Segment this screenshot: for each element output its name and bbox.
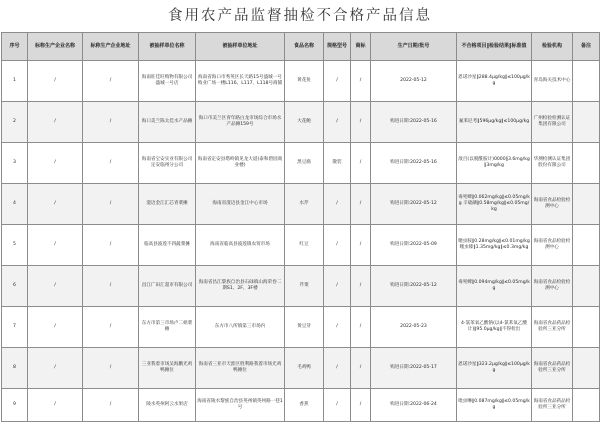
manufacturer-address-cell: / [83, 143, 139, 184]
row-number-cell: 4 [2, 184, 28, 225]
sampled-unit-address-cell: 海南省定安县塔岭镇见龙大道(泰和碧园商业楼) [196, 143, 285, 184]
column-header: 被抽样单位名称 [139, 33, 196, 61]
row-number-cell: 9 [2, 389, 28, 422]
row-number-cell: 7 [2, 307, 28, 348]
failed-item-result-cell: 恩诺沙星‖288.4μg/kg‖≤100μg/kg [457, 61, 532, 102]
food-name-cell: 大花鲍 [285, 102, 324, 143]
spec-cell: / [324, 307, 351, 348]
remarks-cell [573, 307, 600, 348]
column-header: 标称生产企业地址 [83, 33, 139, 61]
production-date-cell: 购进日期:2022-06-24 [371, 389, 457, 422]
production-date-cell: 购进日期:2022-05-09 [371, 225, 457, 266]
column-header: 食品名称 [285, 33, 324, 61]
row-number-cell: 5 [2, 225, 28, 266]
row-number-cell: 3 [2, 143, 28, 184]
column-header: 规格型号 [324, 33, 351, 61]
remarks-cell [573, 389, 600, 422]
failed-item-result-cell: 噻虫胺‖0.28mg/kg‖≤0.01mg/kg 噻虫嗪‖1.35mg/kg‖≤0.3mg/kg [457, 225, 532, 266]
sampled-unit-address-cell: 海南省陵水黎族自治县英州镇英州路一巷1号 [196, 389, 285, 422]
sampled-unit-address-cell: 海南省临高县波莲镇农贸市场 [196, 225, 285, 266]
food-name-cell: 香蕉 [285, 389, 324, 422]
table-row [2, 184, 600, 225]
table-row [2, 61, 600, 102]
failed-item-result-cell: 恩诺沙星‖323.2μg/kg‖≤100μg/kg [457, 348, 532, 389]
brand-cell: / [351, 143, 371, 184]
manufacturer-name-cell: / [28, 102, 83, 143]
row-number-cell: 1 [2, 61, 28, 102]
testing-lab-cell: 海南省食品检验检测中心 [532, 184, 573, 225]
manufacturer-address-cell: / [83, 389, 139, 422]
brand-cell: / [351, 307, 371, 348]
manufacturer-address-cell: / [83, 225, 139, 266]
sampled-unit-address-cell: 海南省海口市秀英区长天路15号盛城一号购业广场一楼L116、L117、L118号商铺 [196, 61, 285, 102]
failed-item-result-cell: 吡虫啉‖0.087mg/kg‖≤0.05mg/kg [457, 389, 532, 422]
manufacturer-address-cell: / [83, 102, 139, 143]
production-date-cell: 2022-05-23 [371, 307, 457, 348]
row-number-cell: 8 [2, 348, 28, 389]
table-row [2, 102, 600, 143]
testing-lab-cell: 青岛海关技术中心 [532, 61, 573, 102]
production-date-cell: 购进日期:2022-05-17 [371, 348, 457, 389]
spec-cell: / [324, 225, 351, 266]
sampled-unit-name-cell: 陵水英州阿云水果店 [139, 389, 196, 422]
brand-cell: / [351, 266, 371, 307]
column-header: 标称生产企业名称 [28, 33, 83, 61]
manufacturer-name-cell: / [28, 307, 83, 348]
testing-lab-cell: 华测检测认证集团股份有限公司 [532, 143, 573, 184]
table-row [2, 348, 600, 389]
spec-cell: / [324, 348, 351, 389]
spec-cell: / [324, 266, 351, 307]
sampled-unit-name-cell: 澄迈金江汇芯青菜摊 [139, 184, 196, 225]
food-name-cell: 黄豆芽 [285, 307, 324, 348]
manufacturer-address-cell: / [83, 184, 139, 225]
column-header: 备注 [573, 33, 600, 61]
failed-item-result-cell: 4-氯苯氧乙酸钠(以4-氯苯氧乙酸计)‖95.0μg/kg‖不得检出 [457, 307, 532, 348]
production-date-cell: 购进日期:2022-05-16 [371, 102, 457, 143]
spec-cell: / [324, 61, 351, 102]
remarks-cell [573, 61, 600, 102]
column-header: 不合格项目‖检验结果‖标准值 [457, 33, 532, 61]
food-name-cell: 黄花鱼 [285, 61, 324, 102]
brand-cell: / [351, 184, 371, 225]
testing-lab-cell: 海南省食品药品检验所三亚分所 [532, 389, 573, 422]
sampled-unit-address-cell: 海南省三亚市天涯区胜利路我着市场光鸡鸭摊位 [196, 348, 285, 389]
food-name-cell: 黑豆腐 [285, 143, 324, 184]
table-row [2, 307, 600, 348]
brand-cell: / [351, 225, 371, 266]
results-table [1, 32, 600, 422]
remarks-cell [573, 225, 600, 266]
column-header: 被抽样单位地址 [196, 33, 285, 61]
manufacturer-address-cell: / [83, 266, 139, 307]
testing-lab-cell: 海南省食品检验检测中心 [532, 225, 573, 266]
column-header: 序号 [2, 33, 28, 61]
food-name-cell: 水芹 [285, 184, 324, 225]
remarks-cell [573, 348, 600, 389]
spec-cell: 散装 [324, 143, 351, 184]
row-number-cell: 2 [2, 102, 28, 143]
manufacturer-name-cell: / [28, 348, 83, 389]
table-header [2, 33, 600, 61]
brand-cell: / [351, 61, 371, 102]
table-row [2, 143, 600, 184]
manufacturer-name-cell: / [28, 184, 83, 225]
sampled-unit-name-cell: 海南省宝安实业有限公司定安临州分公司 [139, 143, 196, 184]
column-header: 生产日期/批号 [371, 33, 457, 61]
sampled-unit-address-cell: 海南省昌江黎族自治县石碌镇山海荣卷二期S1、2F、3F楼 [196, 266, 285, 307]
manufacturer-address-cell: / [83, 61, 139, 102]
column-header: 检验机构 [532, 33, 573, 61]
manufacturer-name-cell: / [28, 61, 83, 102]
food-name-cell: 毛鸡鸭 [285, 348, 324, 389]
table-row [2, 266, 600, 307]
production-date-cell: 购进日期:2022-05-12 [371, 266, 457, 307]
production-date-cell: 购进日期:2022-05-16 [371, 143, 457, 184]
sampled-unit-name-cell: 三亚我着市场吴海鹏光鸡鸭摊位 [139, 348, 196, 389]
testing-lab-cell: 海南省食品药品检验所三亚分所 [532, 348, 573, 389]
failed-item-result-cell: 毒死蜱‖0.094mg/kg‖≤0.05mg/kg [457, 266, 532, 307]
sampled-unit-name-cell: 昌江广田汇超市有限公司 [139, 266, 196, 307]
remarks-cell [573, 184, 600, 225]
row-number-cell: 6 [2, 266, 28, 307]
column-header: 商标 [351, 33, 371, 61]
food-name-cell: 芹菜 [285, 266, 324, 307]
table-row [2, 225, 600, 266]
remarks-cell [573, 102, 600, 143]
page-title: 食用农产品监督抽检不合格产品信息 [168, 8, 432, 24]
sampled-unit-name-cell: 东方市第三市场卢二姐菜摊 [139, 307, 196, 348]
manufacturer-name-cell: / [28, 266, 83, 307]
food-name-cell: 红豆 [285, 225, 324, 266]
manufacturer-address-cell: / [83, 307, 139, 348]
manufacturer-name-cell: / [28, 225, 83, 266]
remarks-cell [573, 266, 600, 307]
remarks-cell [573, 143, 600, 184]
header-row [2, 33, 600, 61]
testing-lab-cell: 海南省食品药品检验所三亚分所 [532, 307, 573, 348]
testing-lab-cell: 海南省食品检验检测中心 [532, 266, 573, 307]
production-date-cell: 2022-05-12 [371, 61, 457, 102]
brand-cell: / [351, 102, 371, 143]
sampled-unit-address-cell: 东方市八所镇第三市场内 [196, 307, 285, 348]
manufacturer-address-cell: / [83, 348, 139, 389]
manufacturer-name-cell: / [28, 143, 83, 184]
failed-item-result-cell: 敌百(以脱酰胺计)0000‖3.6mg/kg‖3mg/kg [457, 143, 532, 184]
sampled-unit-address-cell: 海南省澄迈县金江中心市场 [196, 184, 285, 225]
manufacturer-name-cell: / [28, 389, 83, 422]
production-date-cell: 购进日期:2022-05-12 [371, 184, 457, 225]
table-body [2, 61, 600, 422]
spec-cell: / [324, 389, 351, 422]
sampled-unit-address-cell: 海口市美兰区青年路白龙市场综合市场水产品摊159号 [196, 102, 285, 143]
failed-item-result-cell: 氟苯尼考‖596μg/kg‖≤100μg/kg [457, 102, 532, 143]
spec-cell: / [324, 102, 351, 143]
failed-item-result-cell: 毒死蜱‖0.062mg/kg‖≤0.05mg/kg 辛硫磷‖0.58mg/kg‖≤0.05mg/kg [457, 184, 532, 225]
testing-lab-cell: 广州检验检测认证集团有限公司 [532, 102, 573, 143]
sampled-unit-name-cell: 海口美兰陈太佳水产品摊 [139, 102, 196, 143]
spec-cell: / [324, 184, 351, 225]
sampled-unit-name-cell: 海南旺佳旺购物有限公司盛城一号店 [139, 61, 196, 102]
table-row [2, 389, 600, 422]
sampled-unit-name-cell: 临高县波莲不四蔬菜摊 [139, 225, 196, 266]
brand-cell: / [351, 389, 371, 422]
brand-cell: / [351, 348, 371, 389]
